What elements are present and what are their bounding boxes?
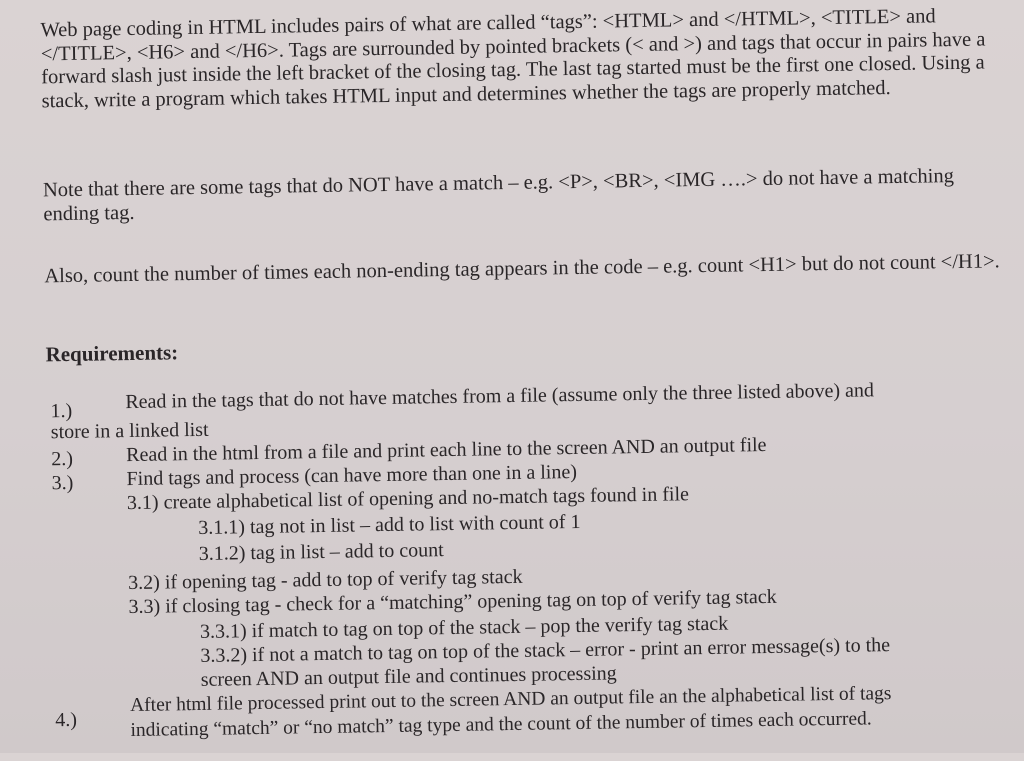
req-1-number: 1.) xyxy=(50,399,73,423)
req-3-3-2-line-1: 3.3.2) if not a match to tag on top of the stack – error - print an error message(s) to the xyxy=(200,634,891,667)
note-paragraph: Note that there are some tags that do NOT have a match – e.g. <P>, <BR>, <IMG ….> do not have a matching ending tag. xyxy=(42,165,955,225)
requirements-heading: Requirements: xyxy=(45,340,179,367)
req-1-line-1: Read in the tags that do not have matches from a file (assume only the three listed above) and xyxy=(125,379,875,414)
req-4-number: 4.) xyxy=(55,708,78,732)
req-3-number: 3.) xyxy=(51,471,74,495)
req-3-2: 3.2) if opening tag - add to top of verify tag stack xyxy=(128,565,523,595)
req-2-text: Read in the html from a file and print each line to the screen AND an output file xyxy=(126,434,767,467)
req-1-line-2: store in a linked list xyxy=(50,418,209,444)
req-3-3-1: 3.3.1) if match to tag on top of the stack – pop the verify tag stack xyxy=(199,612,729,643)
req-3-1-2: 3.1.2) tag in list – add to count xyxy=(198,539,444,565)
req-2-number: 2.) xyxy=(51,447,74,471)
req-4-line-2: indicating “match” or “no match” tag type and the count of the number of times each occurred. xyxy=(130,708,872,742)
count-paragraph: Also, count the number of times each non-ending tag appears in the code – e.g. count <H1> but do not count </H1>. xyxy=(44,250,1000,288)
req-3-text: Find tags and process (can have more than one in a line) xyxy=(126,460,578,491)
req-3-1-1: 3.1.1) tag not in list – add to list with count of 1 xyxy=(198,510,581,539)
req-4-line-1: After html file processed print out to the screen AND an output file an the alphabetical list of tags xyxy=(129,683,892,717)
req-3-3: 3.3) if closing tag - check for a “matching” opening tag on top of verify tag stack xyxy=(128,585,777,619)
req-3-3-2-line-2: screen AND an output file and continues processing xyxy=(200,662,617,691)
req-3-1: 3.1) create alphabetical list of opening and no-match tags found in file xyxy=(126,483,690,515)
intro-paragraph: Web page coding in HTML includes pairs of what are called “tags”: <HTML> and </HTML>, <TITLE> and </TITLE>, <H6> and </H6>. Tags are surrounded by pointed brackets (< and >) and tags that occur in pairs have a forward slash just inside the left bracket of the closing tag. The last tag started must be the first one closed. Using a stack, write a program which takes HTML input and determines whether the tags are properly matched. xyxy=(40,5,986,112)
